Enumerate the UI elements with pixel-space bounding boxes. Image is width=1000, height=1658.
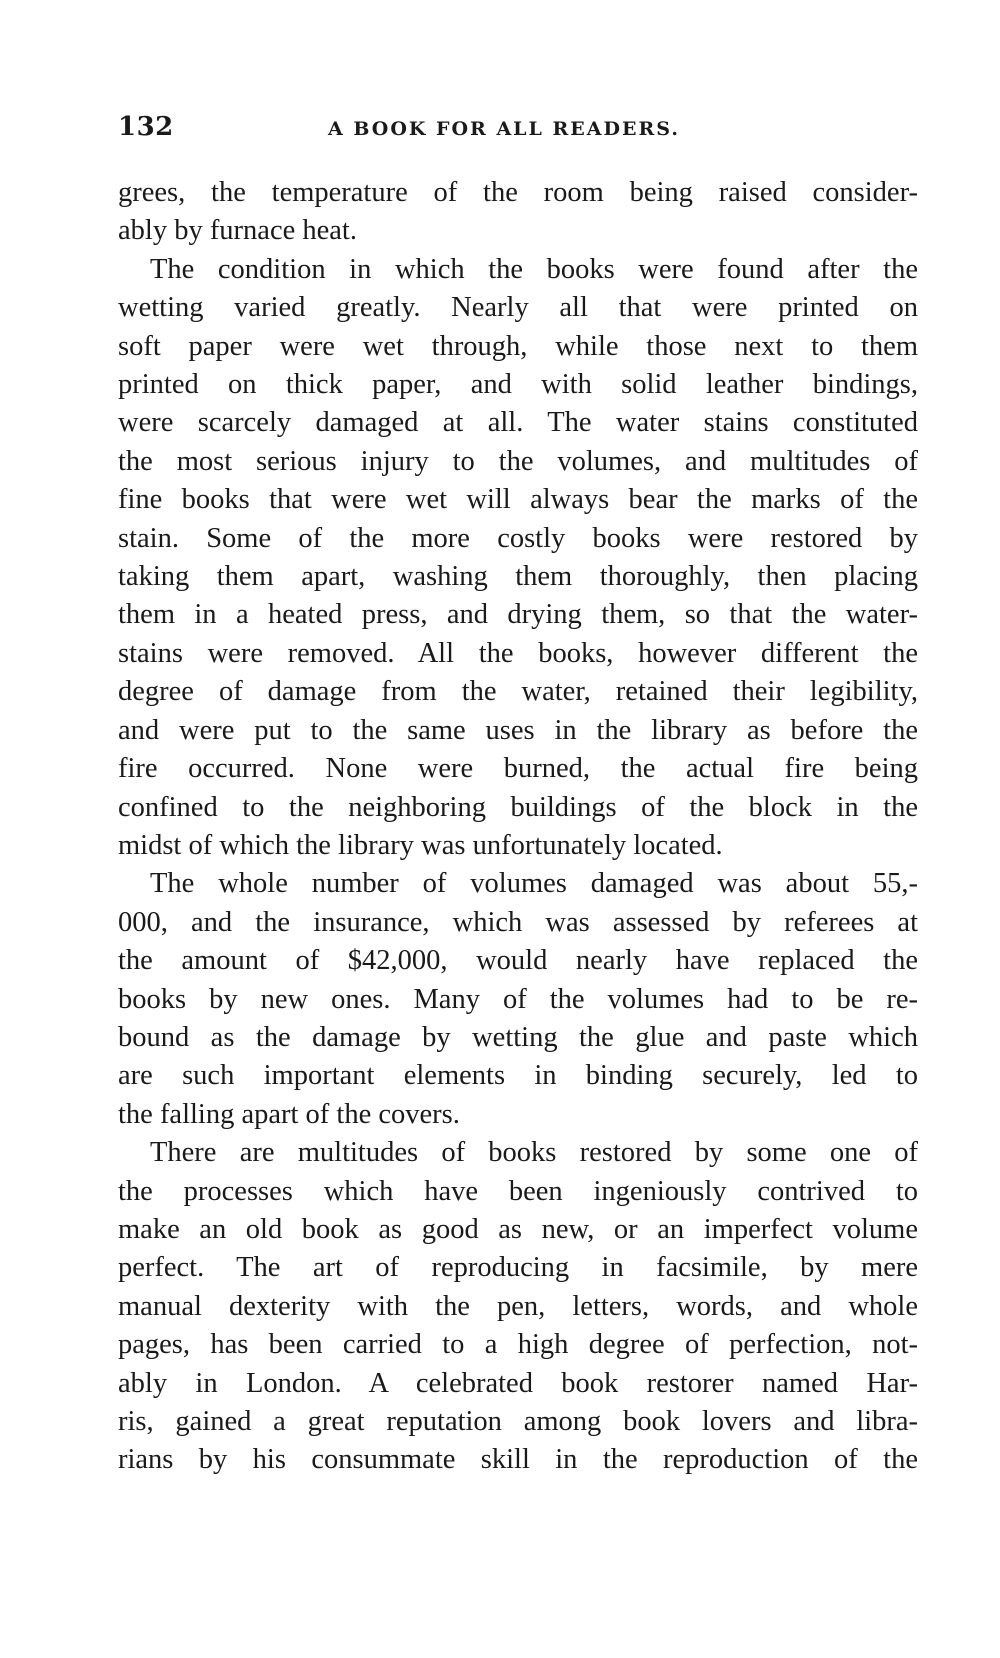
text-line: fire occurred. None were burned, the actual fire being [118,753,918,785]
text-line: them in a heated press, and drying them, so that the water- [118,599,918,631]
page-number: 132 [118,112,174,142]
paragraph [118,865,918,1134]
text-line: were scarcely damaged at all. The water stains constituted [118,407,918,439]
paragraph [118,251,918,866]
text-line: The condition in which the books were found after the [150,253,918,285]
text-line: printed on thick paper, and with solid leather bindings, [118,369,918,401]
text-line: pages, has been carried to a high degree of perfection, not- [118,1329,918,1361]
text-line: ably by furnace heat. [118,215,357,247]
text-line: ably in London. A celebrated book restorer named Har- [118,1367,918,1399]
paragraph [118,174,918,251]
paragraph [118,1134,918,1480]
text-line: make an old book as good as new, or an imperfect volume [118,1213,918,1245]
text-line: taking them apart, washing them thoroughly, then placing [118,561,918,593]
text-line: There are multitudes of books restored by some one of [150,1137,918,1169]
text-line: bound as the damage by wetting the glue and paste which [118,1021,918,1053]
text-line: grees, the temperature of the room being raised consider- [118,177,918,208]
text-line: perfect. The art of reproducing in facsimile, by mere [118,1252,918,1284]
text-line: stain. Some of the more costly books were restored by [118,522,918,554]
text-line: midst of which the library was unfortunately located. [118,829,723,861]
text-line: and were put to the same uses in the library as before the [118,714,918,746]
text-line: 000, and the insurance, which was assessed by referees at [118,906,918,938]
text-line: confined to the neighboring buildings of the block in the [118,791,918,823]
text-line: soft paper were wet through, while those next to them [118,330,918,362]
text-line: the falling apart of the covers. [118,1098,460,1130]
text-line: fine books that were wet will always bear the marks of the [118,484,918,516]
text-line: the amount of $42,000, would nearly have replaced the [118,945,918,977]
text-line: books by new ones. Many of the volumes had to be re- [118,983,918,1015]
text-line: wetting varied greatly. Nearly all that were printed on [118,292,918,324]
page-header [118,112,918,152]
text-line: The whole number of volumes damaged was about 55,- [150,868,918,900]
text-line: rians by his consummate skill in the reproduction of the [118,1444,918,1476]
text-line: degree of damage from the water, retained their legibility, [118,676,918,708]
text-line: the most serious injury to the volumes, and multitudes of [118,445,918,477]
text-line: the processes which have been ingeniously contrived to [118,1175,918,1207]
text-line: ris, gained a great reputation among book lovers and libra- [118,1406,918,1437]
running-title: A BOOK FOR ALL READERS. [328,118,680,140]
text-line: manual dexterity with the pen, letters, words, and whole [118,1290,918,1322]
text-line: are such important elements in binding securely, led to [118,1060,918,1092]
text-line: stains were removed. All the books, however different the [118,637,918,669]
page-body [118,174,918,1480]
